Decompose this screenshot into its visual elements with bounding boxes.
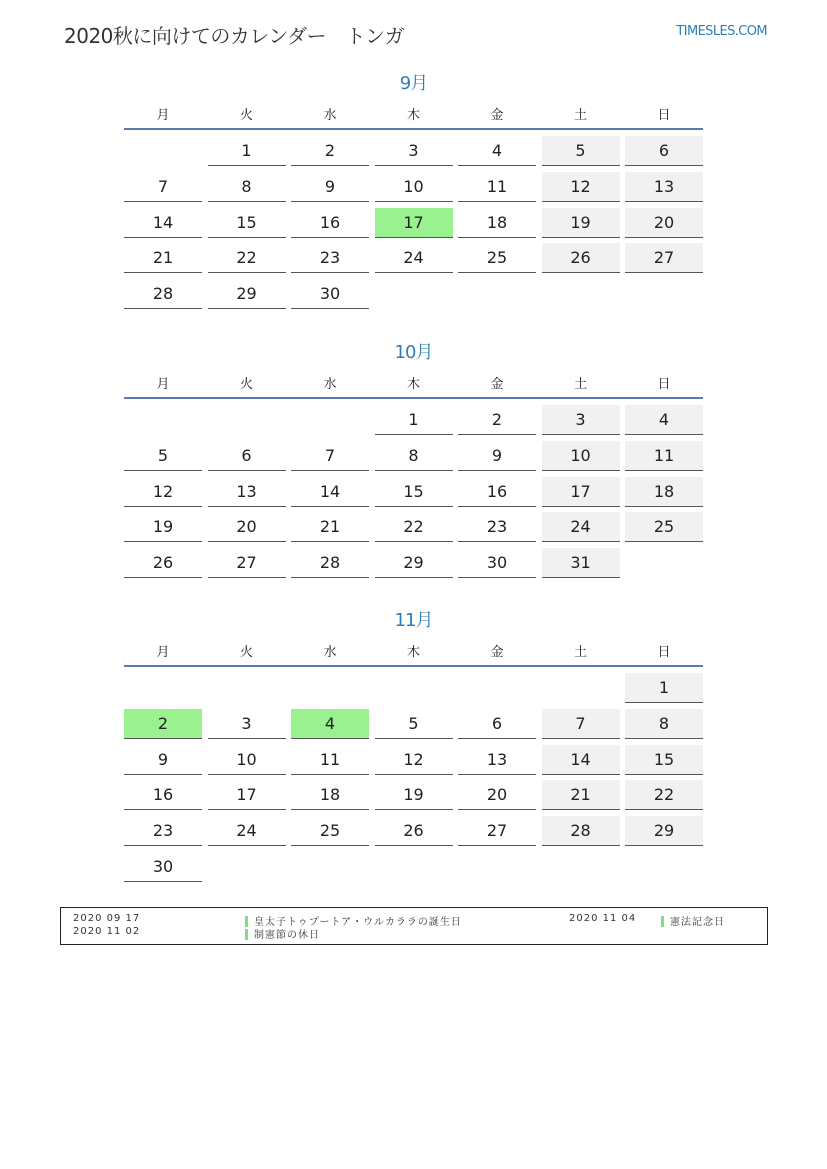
weekday-label: 日 [657, 377, 671, 392]
day-cell: 22 [375, 512, 453, 542]
weekday-label: 金 [490, 108, 504, 123]
day-cell: 28 [542, 816, 620, 846]
day-cell: 5 [542, 136, 620, 166]
weekday-label: 火 [239, 377, 253, 392]
day-cell: 14 [291, 477, 369, 507]
day-cell: 13 [625, 172, 703, 202]
day-cell: 7 [291, 441, 369, 471]
site-link[interactable]: TIMESLES.COM [676, 24, 767, 39]
weekday-label: 月 [156, 108, 170, 123]
day-cell: 9 [291, 172, 369, 202]
day-cell: 27 [208, 548, 286, 578]
day-cell: 18 [458, 208, 536, 238]
day-cell: 6 [208, 441, 286, 471]
day-cell: 10 [375, 172, 453, 202]
day-cell: 1 [625, 673, 703, 703]
day-cell: 20 [458, 780, 536, 810]
weekday-label: 月 [156, 377, 170, 392]
day-cell: 3 [375, 136, 453, 166]
weekday-label: 火 [239, 108, 253, 123]
day-cell: 6 [625, 136, 703, 166]
weekday-label: 火 [239, 645, 253, 660]
day-cell: 21 [542, 780, 620, 810]
day-cell: 1 [375, 405, 453, 435]
day-cell: 19 [375, 780, 453, 810]
day-cell: 7 [124, 172, 202, 202]
day-cell: 23 [458, 512, 536, 542]
day-cell: 13 [458, 745, 536, 775]
day-cell: 27 [458, 816, 536, 846]
day-cell: 29 [375, 548, 453, 578]
day-cell: 29 [625, 816, 703, 846]
day-cell: 18 [625, 477, 703, 507]
day-cell: 25 [458, 243, 536, 273]
legend-name: 制憲節の休日 [254, 930, 320, 941]
day-cell: 26 [124, 548, 202, 578]
weekday-label: 水 [323, 108, 337, 123]
day-cell: 28 [291, 548, 369, 578]
day-cell: 7 [542, 709, 620, 739]
day-cell: 30 [124, 852, 202, 882]
weekday-label: 月 [156, 645, 170, 660]
day-cell: 5 [124, 441, 202, 471]
day-cell: 21 [124, 243, 202, 273]
day-cell: 15 [208, 208, 286, 238]
page-title: 2020秋に向けてのカレンダー トンガ [64, 24, 405, 48]
weekday-header [124, 367, 703, 399]
day-cell: 12 [375, 745, 453, 775]
day-cell: 12 [542, 172, 620, 202]
day-cell: 28 [124, 279, 202, 309]
day-cell: 19 [542, 208, 620, 238]
weekday-label: 日 [657, 108, 671, 123]
month-title: 9月 [399, 73, 428, 94]
legend-color-marker [661, 916, 664, 927]
month-block [124, 607, 703, 876]
legend-date: 2020 11 04 [569, 913, 637, 924]
weekday-label: 金 [490, 377, 504, 392]
day-cell: 16 [124, 780, 202, 810]
day-cell: 22 [208, 243, 286, 273]
day-cell: 8 [625, 709, 703, 739]
legend-entry [245, 926, 320, 941]
day-cell-holiday: 17 [375, 208, 453, 238]
day-cell: 21 [291, 512, 369, 542]
day-cell: 4 [625, 405, 703, 435]
weekday-header [124, 635, 703, 667]
weekday-label: 土 [573, 377, 587, 392]
day-cell: 26 [542, 243, 620, 273]
day-cell: 11 [458, 172, 536, 202]
day-cell: 25 [625, 512, 703, 542]
day-cell: 25 [291, 816, 369, 846]
day-cell: 1 [208, 136, 286, 166]
day-cell: 18 [291, 780, 369, 810]
day-cell: 8 [375, 441, 453, 471]
weekday-label: 木 [406, 645, 420, 660]
legend-date: 2020 11 02 [73, 926, 141, 937]
day-cell: 9 [124, 745, 202, 775]
day-cell: 2 [291, 136, 369, 166]
legend-entry [661, 913, 725, 928]
legend-color-marker [245, 929, 248, 940]
month-title: 10月 [394, 342, 433, 363]
legend-name: 憲法記念日 [670, 917, 725, 928]
day-cell: 15 [375, 477, 453, 507]
holiday-legend [60, 907, 768, 945]
day-cell: 6 [458, 709, 536, 739]
month-title: 11月 [394, 610, 433, 631]
day-cell-holiday: 2 [124, 709, 202, 739]
day-cell: 24 [375, 243, 453, 273]
day-cell-holiday: 4 [291, 709, 369, 739]
weekday-label: 木 [406, 108, 420, 123]
day-cell: 24 [542, 512, 620, 542]
day-cell: 16 [291, 208, 369, 238]
weekday-label: 金 [490, 645, 504, 660]
day-cell: 22 [625, 780, 703, 810]
day-cell: 30 [458, 548, 536, 578]
weekday-label: 水 [323, 377, 337, 392]
day-cell: 8 [208, 172, 286, 202]
day-cell: 5 [375, 709, 453, 739]
day-cell: 14 [124, 208, 202, 238]
day-cell: 31 [542, 548, 620, 578]
day-cell: 11 [291, 745, 369, 775]
day-cell: 20 [625, 208, 703, 238]
weekday-label: 日 [657, 645, 671, 660]
legend-name: 皇太子トゥプートア・ウルカララの誕生日 [254, 917, 462, 928]
day-cell: 3 [542, 405, 620, 435]
day-cell: 12 [124, 477, 202, 507]
day-cell: 24 [208, 816, 286, 846]
day-cell: 3 [208, 709, 286, 739]
weekday-header [124, 98, 703, 130]
day-cell: 27 [625, 243, 703, 273]
day-cell: 26 [375, 816, 453, 846]
day-cell: 30 [291, 279, 369, 309]
day-cell: 17 [208, 780, 286, 810]
month-block [124, 70, 703, 304]
day-cell: 16 [458, 477, 536, 507]
weekday-label: 水 [323, 645, 337, 660]
day-cell: 10 [208, 745, 286, 775]
day-cell: 15 [625, 745, 703, 775]
day-cell: 23 [291, 243, 369, 273]
day-cell: 29 [208, 279, 286, 309]
day-cell: 13 [208, 477, 286, 507]
day-cell: 4 [458, 136, 536, 166]
day-cell: 23 [124, 816, 202, 846]
legend-date: 2020 09 17 [73, 913, 141, 924]
day-cell: 14 [542, 745, 620, 775]
month-block [124, 339, 703, 573]
day-cell: 20 [208, 512, 286, 542]
weekday-label: 木 [406, 377, 420, 392]
day-cell: 17 [542, 477, 620, 507]
day-cell: 10 [542, 441, 620, 471]
day-cell: 19 [124, 512, 202, 542]
day-cell: 9 [458, 441, 536, 471]
day-cell: 11 [625, 441, 703, 471]
day-cell: 2 [458, 405, 536, 435]
weekday-label: 土 [573, 645, 587, 660]
weekday-label: 土 [573, 108, 587, 123]
